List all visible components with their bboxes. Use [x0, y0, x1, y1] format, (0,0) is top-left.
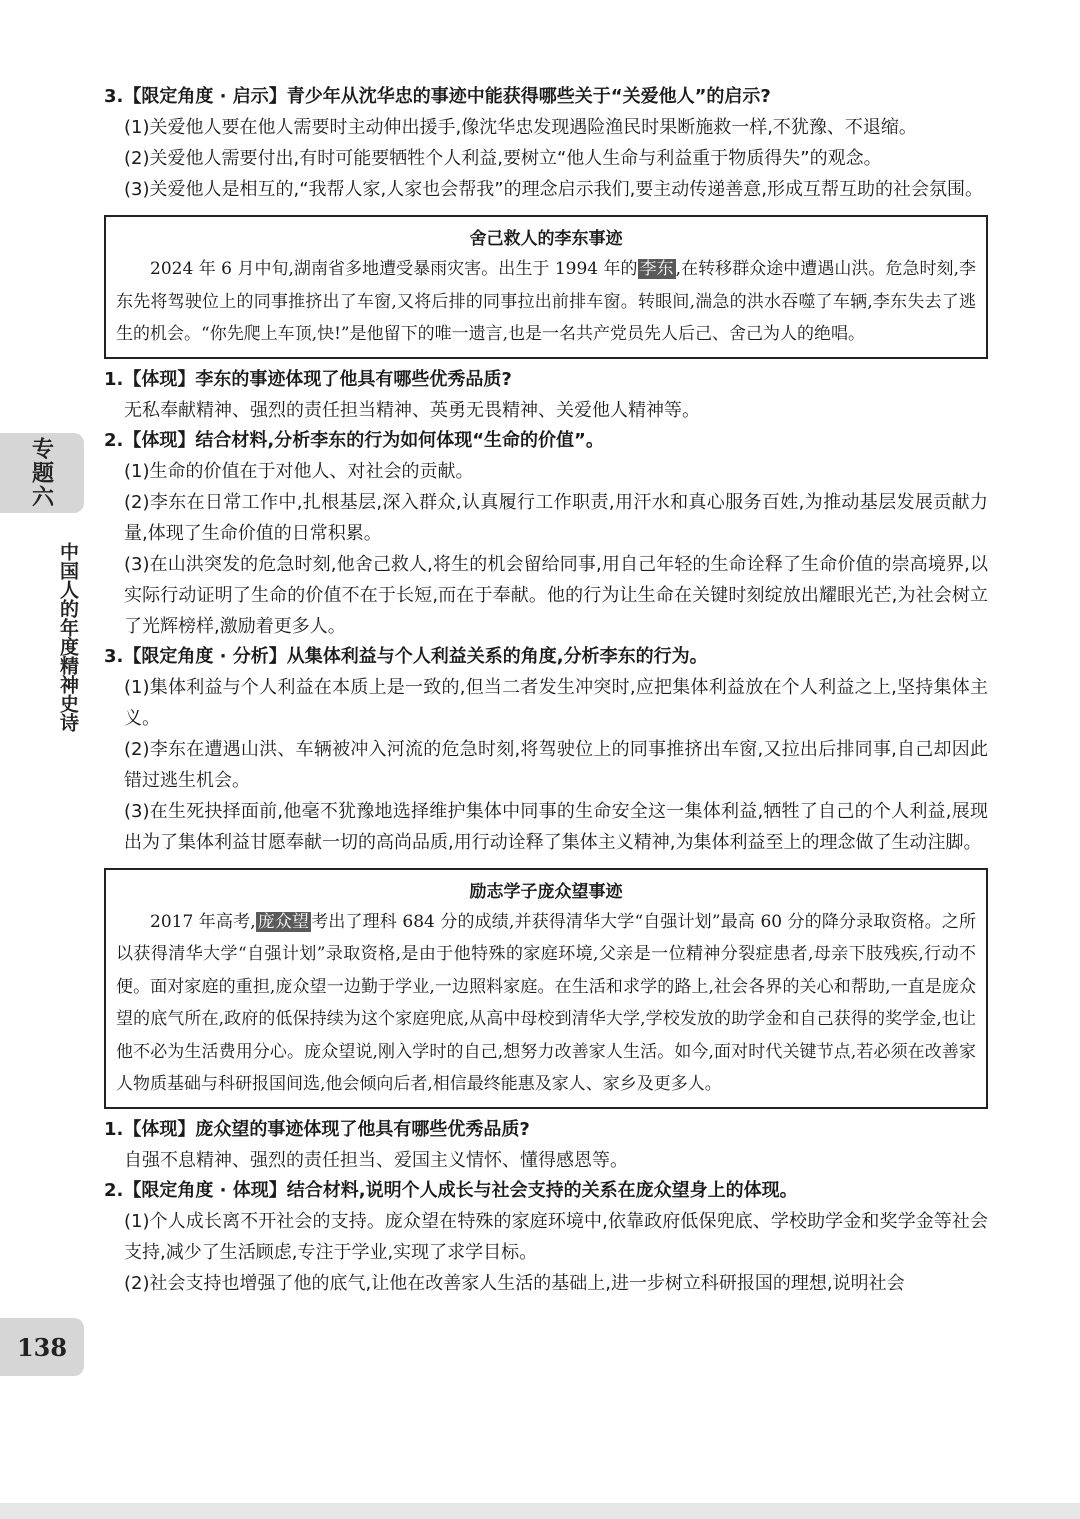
topic-tab	[0, 433, 84, 513]
topic-title: 中国人的年度精神史诗	[57, 542, 79, 732]
answer-line: 无私奉献精神、强烈的责任担当精神、英勇无畏精神、关爱他人精神等。	[124, 399, 700, 421]
answer-line: (1)关爱他人要在他人需要时主动伸出援手,像沈华忠发现遇险渔民时果断施救一样,不犹豫、不退缩。	[124, 117, 917, 138]
question-title: 3.【限定角度 · 启示】青少年从沈华忠的事迹中能获得哪些关于“关爱他人”的启示?	[104, 86, 771, 107]
question-title: 1.【体现】李东的事迹体现了他具有哪些优秀品质?	[104, 368, 512, 390]
scroll-bottom-bar	[0, 1503, 1080, 1519]
page-content	[104, 82, 988, 1299]
answer-line: (1)生命的价值在于对他人、对社会的贡献。	[124, 460, 474, 482]
answer-line: (2)李东在日常工作中,扎根基层,深入群众,认真履行工作职责,用汗水和真心服务百姓,为推动基层发展贡献力量,体现了生命价值的日常积累。	[124, 491, 988, 544]
question-title: 1.【体现】庞众望的事迹体现了他具有哪些优秀品质?	[104, 1118, 530, 1140]
material-title: 励志学子庞众望事迹	[469, 881, 623, 902]
answer-line: (3)在山洪突发的危急时刻,他舍己救人,将生的机会留给同事,用自己年轻的生命诠释了生命价值的崇高境界,以实际行动证明了生命的价值不在于长短,而在于奉献。他的行为让生命在关键时刻绽放出耀眼光芒,为社会树立了光辉榜样,激励着更多人。	[124, 553, 988, 637]
answer-line: 自强不息精神、强烈的责任担当、爱国主义情怀、懂得感恩等。	[124, 1149, 628, 1171]
page-number-tab	[0, 1318, 84, 1376]
answer-line: (3)在生死抉择面前,他毫不犹豫地选择维护集体中同事的生命安全这一集体利益,牺牲了自己的个人利益,展现出为了集体利益甘愿奉献一切的高尚品质,用行动诠释了集体主义精神,为集体利益至上的理念做了生动注脚。	[124, 800, 988, 853]
question-title: 2.【体现】结合材料,分析李东的行为如何体现“生命的价值”。	[104, 429, 604, 451]
highlighted-name: 李东	[639, 259, 674, 279]
answer-line: (1)个人成长离不开社会的支持。庞众望在特殊的家庭环境中,依靠政府低保兜底、学校助学金和奖学金等社会支持,减少了生活顾虑,专注于学业,实现了求学目标。	[124, 1210, 988, 1263]
highlighted-name: 庞众望	[257, 911, 310, 932]
topic-label: 专题六	[28, 437, 55, 509]
material-body: 2017 年高考, 庞众望 考出了理科 684 分的成绩,并获得清华大学“自强计划”最高 60 分的降分录取资格。之所以获得清华大学“自强计划”录取资格,是由于他特殊的家庭环境,父亲是一位精神分裂症患者,母亲下肢残疾,行动不便。面对家庭的重担,庞众望一边勤于学业,一边照料家庭。在生活和求学的路上,社会各界的关心和帮助,一直是庞众望的底气所在,政府的低保持续为这个家庭兜底,从高中母校到清华大学,学校发放的助学金和自己获得的奖学金,也让他不必为生活费用分心。庞众望说,刚入学时的自己,想努力改善家人生活。如今,面对时代关键节点,若必须在改善家人物质基础与科研报国间选,他会倾向后者,相信最终能惠及家人、家乡及更多人。	[116, 911, 977, 1094]
answer-line: (3)关爱他人是相互的,“我帮人家,人家也会帮我”的理念启示我们,要主动传递善意,形成互帮互助的社会氛围。	[124, 179, 984, 200]
answer-line: (2)社会支持也增强了他的底气,让他在改善家人生活的基础上,进一步树立科研报国的理想,说明社会	[124, 1272, 905, 1294]
material-body: 2024 年 6 月中旬,湖南省多地遭受暴雨灾害。出生于 1994 年的 李东 ,在转移群众途中遭遇山洪。危急时刻,李东先将驾驶位上的同事推挤出了车窗,又将后排的同事拉出前排车窗。转眼间,湍急的洪水吞噬了车辆,李东失去了逃生的机会。“你先爬上车顶,快!”是他留下的唯一遗言,也是一名共产党员先人后己、舍己为人的绝唱。	[116, 259, 977, 344]
question-title: 3.【限定角度 · 分析】从集体利益与个人利益关系的角度,分析李东的行为。	[104, 645, 708, 667]
question-title: 2.【限定角度 · 体现】结合材料,说明个人成长与社会支持的关系在庞众望身上的体现。	[104, 1179, 798, 1201]
material-title: 舍己救人的李东事迹	[469, 229, 623, 249]
answer-line: (1)集体利益与个人利益在本质上是一致的,但当二者发生冲突时,应把集体利益放在个人利益之上,坚持集体主义。	[124, 676, 988, 729]
answer-line: (2)李东在遭遇山洪、车辆被冲入河流的危急时刻,将驾驶位上的同事推挤出车窗,又拉出后排同事,自己却因此错过逃生机会。	[124, 738, 988, 791]
page-number: 138	[16, 1332, 68, 1362]
answer-line: (2)关爱他人需要付出,有时可能要牺牲个人利益,要树立“他人生命与利益重于物质得失”的观念。	[124, 148, 882, 169]
material-box-pangzhongwang	[104, 868, 988, 1109]
material-box-lidong	[104, 215, 988, 359]
